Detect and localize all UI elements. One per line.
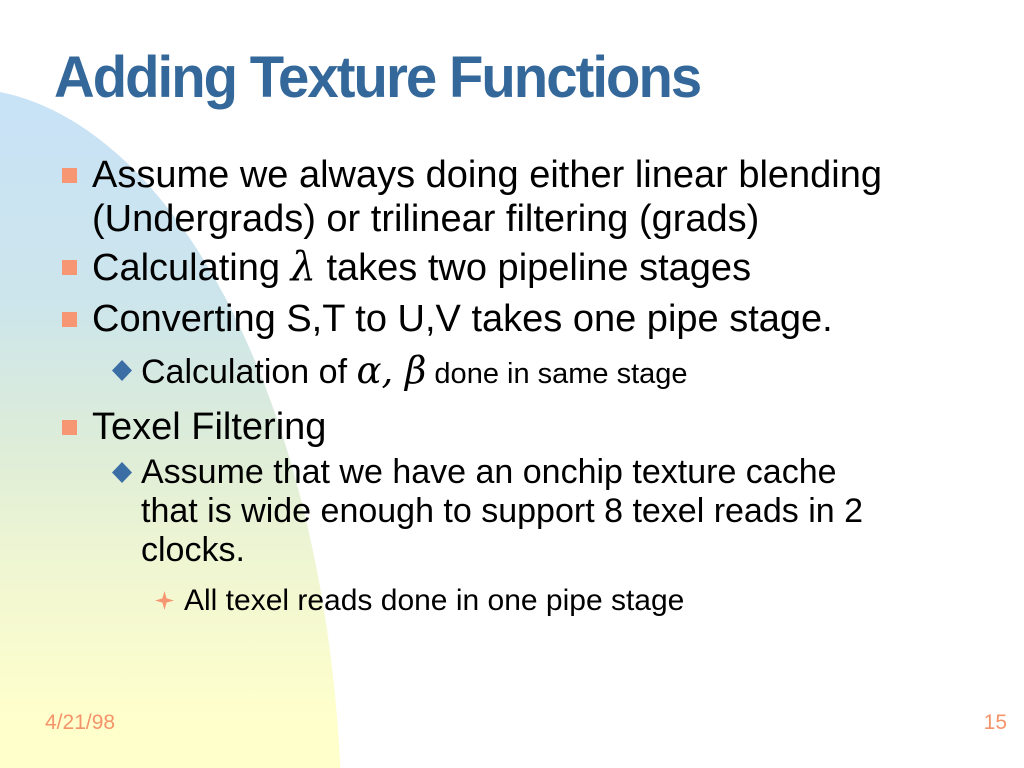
slide-title: Adding Texture Functions	[54, 45, 701, 110]
greek-alpha-beta-symbols: α, β	[356, 349, 427, 392]
sub-bullet-line: clocks.	[141, 531, 245, 569]
bullet-text-segment: takes two pipeline stages	[315, 247, 752, 289]
sub-bullet-text-segment: done in same stage	[426, 358, 688, 390]
sub-bullet-line: Assume that we have an onchip texture cache	[141, 453, 837, 491]
sub-bullet-text	[141, 453, 981, 570]
bullet-item-2	[0, 245, 992, 290]
bullet-item-4	[0, 405, 992, 449]
sub-sub-bullet-item	[0, 583, 984, 619]
bullet-text-segment: Calculating	[92, 247, 291, 289]
sub-bullet-item-2	[0, 453, 981, 570]
square-bullet-icon	[62, 312, 77, 327]
four-point-star-bullet-icon	[155, 591, 174, 610]
sub-bullet-item-1	[0, 351, 1001, 394]
sub-bullet-text-segment: Calculation of	[141, 353, 357, 391]
sub-sub-bullet-text: All texel reads done in one pipe stage	[184, 584, 685, 617]
square-bullet-icon	[62, 420, 77, 435]
bullet-text	[92, 245, 992, 290]
diamond-bullet-icon	[112, 360, 132, 381]
diamond-bullet-icon	[112, 462, 132, 483]
square-bullet-icon	[62, 168, 77, 183]
sub-bullet-text	[141, 351, 1001, 394]
square-bullet-icon	[62, 260, 77, 275]
bullet-text: Converting S,T to U,V takes one pipe stage.	[92, 298, 833, 340]
bullet-text	[92, 153, 972, 241]
sub-bullet-line: that is wide enough to support 8 texel reads in 2	[141, 492, 864, 530]
bullet-line: (Undergrads) or trilinear filtering (grads)	[92, 198, 760, 240]
bullet-text: Texel Filtering	[92, 406, 327, 448]
bullet-line: Assume we always doing either linear blending	[92, 154, 883, 196]
bullet-item-3	[0, 297, 992, 341]
bullet-item-1	[0, 153, 972, 241]
footer-page-number: 15	[983, 711, 1007, 734]
footer-date: 4/21/98	[45, 711, 116, 734]
greek-lambda-symbol: λ	[290, 244, 316, 290]
